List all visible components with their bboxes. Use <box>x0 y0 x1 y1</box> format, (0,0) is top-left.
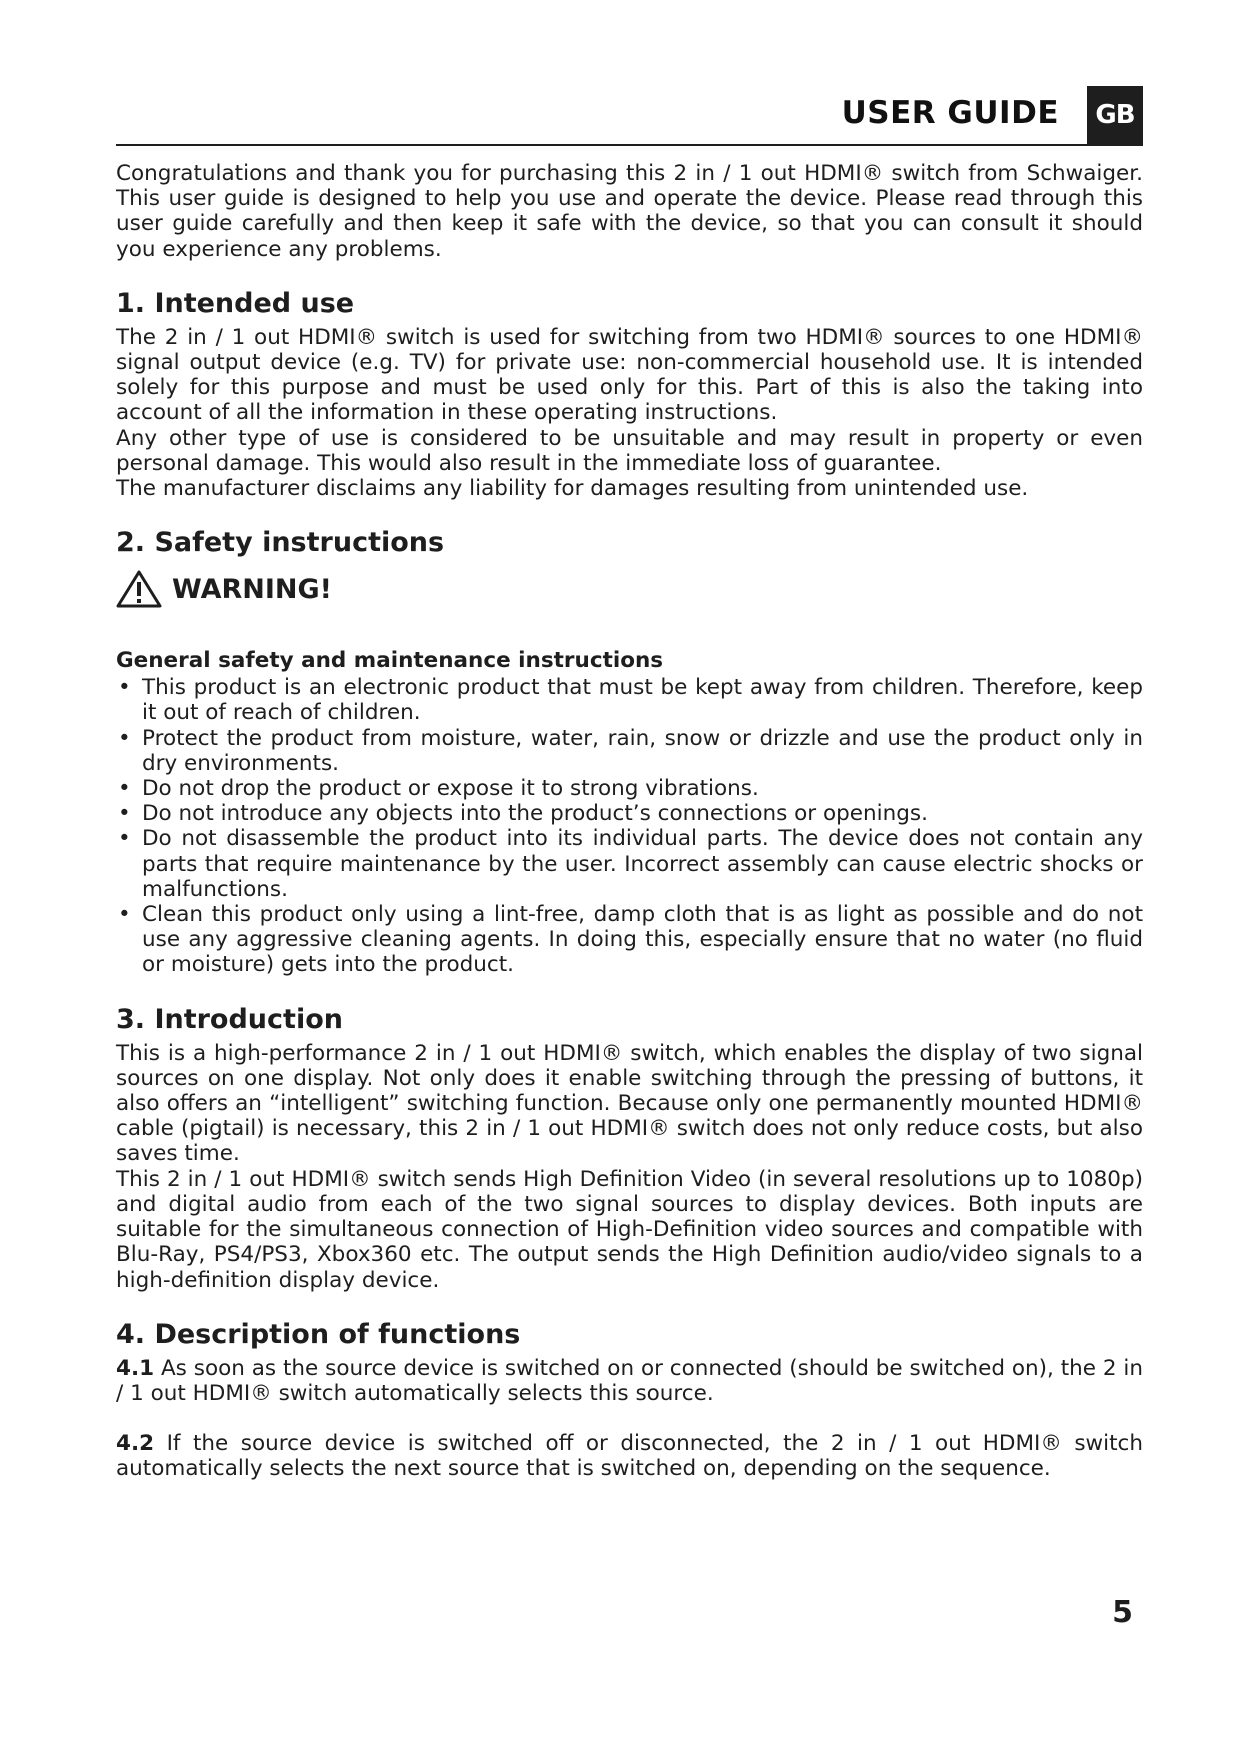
function-item <box>116 1431 1143 1481</box>
section-title-safety: 2. Safety instructions <box>116 527 445 559</box>
language-badge: GB <box>1087 86 1143 144</box>
section-title-introduction: 3. Introduction <box>116 1003 343 1035</box>
list-item: • Clean this product only using a lint-free, damp cloth that is as light as possible and do not use any aggressive cleaning agents. In doing this, especially ensure that no water (no fluid or moisture) gets into the product. <box>116 902 1143 978</box>
paragraph: The 2 in / 1 out HDMI® switch is used for switching from two HDMI® sources to one HDMI® signal output device (e.g. TV) for private use: non-commercial household use. It is intended solely for this purpose and must be used only for this. Part of this is also the taking into account of all the information in these operating instructions. <box>116 324 1143 426</box>
safety-subtitle: General safety and maintenance instructions <box>116 648 664 674</box>
page-header <box>116 86 1143 146</box>
list-item: • This product is an electronic product that must be kept away from children. Therefore, keep it out of reach of children. <box>116 675 1143 725</box>
paragraph: The manufacturer disclaims any liability for damages resulting from unintended use. <box>116 476 1029 502</box>
function-number: 4.1 <box>116 1355 155 1381</box>
section-intended-use <box>116 325 1143 501</box>
function-number: 4.2 <box>116 1431 155 1457</box>
document-body <box>116 161 1143 1482</box>
warning-triangle-icon <box>116 570 162 608</box>
list-item: • Do not drop the product or expose it to strong vibrations. <box>116 776 1143 801</box>
paragraph: Any other type of use is considered to be unsuitable and may result in property or even personal damage. This would also result in the immediate loss of guarantee. <box>116 425 1143 476</box>
warning-label: WARNING! <box>172 573 332 605</box>
function-text: As soon as the source device is switched on or connected (should be switched on), the 2 in / 1 out HDMI® switch automatically selects this source. <box>116 1355 1144 1406</box>
function-item <box>116 1356 1143 1406</box>
warning-block <box>116 570 1143 608</box>
list-item: • Protect the product from moisture, water, rain, snow or drizzle and use the product only in dry environments. <box>116 726 1143 776</box>
paragraph: This is a high-performance 2 in / 1 out HDMI® switch, which enables the display of two signal sources on one display. Not only does it enable switching through the pressing of buttons, it also offers an “intelligent” switching function. Because only one permanently mounted HDMI® cable (pigtail) is necessary, this 2 in / 1 out HDMI® switch does not only reduce costs, but also saves time. <box>116 1040 1143 1167</box>
list-item: • Do not introduce any objects into the product’s connections or openings. <box>116 801 1143 826</box>
section-title-intended-use: 1. Intended use <box>116 287 355 319</box>
header-title: USER GUIDE <box>841 95 1059 131</box>
page-number: 5 <box>1112 1595 1133 1630</box>
list-item: • Do not disassemble the product into its individual parts. The device does not contain any parts that require maintenance by the user. Incorrect assembly can cause electric shocks or malfunctions. <box>116 826 1143 902</box>
section-title-functions: 4. Description of functions <box>116 1318 521 1350</box>
safety-list <box>116 675 1143 977</box>
section-functions <box>116 1356 1143 1482</box>
paragraph: This 2 in / 1 out HDMI® switch sends High Definition Video (in several resolutions up to 1080p) and digital audio from each of the two signal sources to display devices. Both inputs are suitable for the simultaneous connection of High-Definition video sources and compatible with Blu-Ray, PS4/PS3, Xbox360 etc. The output sends the High Definition audio/video signals to a high-definition display device. <box>116 1166 1143 1293</box>
function-text: If the source device is switched off or disconnected, the 2 in / 1 out HDMI® switch automatically selects the next source that is switched on, depending on the sequence. <box>116 1431 1143 1482</box>
intro-paragraph: Congratulations and thank you for purchasing this 2 in / 1 out HDMI® switch from Schwaiger. This user guide is designed to help you use and operate the device. Please read through this user guide carefully and then keep it safe with the device, so that you can consult it should you experience any problems. <box>116 161 1143 262</box>
section-introduction <box>116 1041 1143 1293</box>
